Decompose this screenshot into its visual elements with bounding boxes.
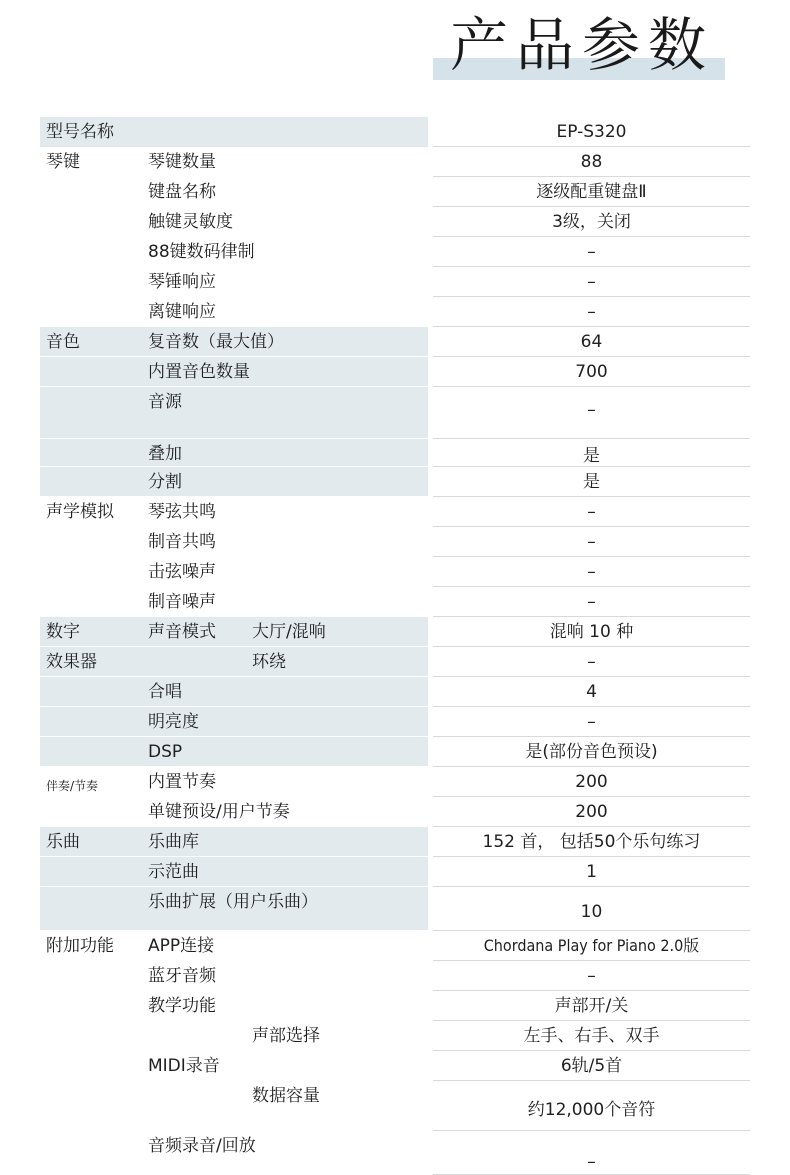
parameter-label: 教学功能	[148, 996, 216, 1016]
parameter-label: MIDI录音	[148, 1056, 220, 1076]
spec-row	[40, 857, 750, 887]
spec-value: 逐级配重键盘Ⅱ	[536, 182, 647, 202]
spec-row	[40, 707, 750, 737]
spec-label-cell	[40, 117, 428, 147]
spec-row	[40, 647, 750, 677]
spec-value-cell	[433, 177, 750, 207]
spec-label-cell	[40, 707, 428, 737]
parameter-label: 88键数码律制	[148, 242, 255, 262]
subparameter-label: 数据容量	[252, 1086, 320, 1106]
spec-row	[40, 117, 750, 147]
spec-label-cell	[40, 587, 428, 617]
spec-value: –	[587, 562, 596, 582]
spec-row	[40, 1131, 750, 1175]
spec-row	[40, 327, 750, 357]
spec-value-cell	[433, 647, 750, 677]
spec-row	[40, 617, 750, 647]
spec-label-cell	[40, 737, 428, 767]
spec-value: –	[587, 532, 596, 552]
spec-label-cell	[40, 357, 428, 387]
spec-row	[40, 207, 750, 237]
spec-value-cell	[433, 1051, 750, 1081]
spec-value: 3级，关闭	[552, 212, 631, 232]
spec-value: 88	[580, 152, 603, 172]
spec-value: 4	[586, 682, 597, 702]
parameter-label: 制音噪声	[148, 592, 216, 612]
subparameter-label: 声部选择	[252, 1026, 320, 1046]
parameter-label: 琴键数量	[148, 152, 216, 172]
spec-label-cell	[40, 1021, 428, 1051]
spec-value: 是	[583, 446, 600, 466]
spec-label-cell	[40, 439, 428, 467]
spec-label-cell	[40, 887, 428, 931]
parameter-label: 音源	[148, 392, 182, 412]
category-label: 琴键	[46, 152, 80, 172]
spec-row	[40, 827, 750, 857]
spec-row	[40, 267, 750, 297]
page-title: 产品参数	[450, 11, 715, 79]
spec-value-cell	[433, 961, 750, 991]
spec-value-cell	[433, 1131, 750, 1175]
spec-value-cell	[433, 267, 750, 297]
spec-value: 是	[583, 472, 600, 492]
category-label: 效果器	[46, 652, 97, 672]
page-header	[0, 0, 790, 110]
spec-value-cell	[433, 527, 750, 557]
parameter-label: 合唱	[148, 682, 182, 702]
spec-value-cell	[433, 587, 750, 617]
category-label: 数字	[46, 622, 80, 642]
spec-value-cell	[433, 887, 750, 931]
subparameter-label: 大厅/混响	[252, 622, 326, 642]
spec-value-cell	[433, 237, 750, 267]
spec-value: –	[587, 966, 596, 986]
spec-value-cell	[433, 707, 750, 737]
spec-value-cell	[433, 297, 750, 327]
category-label: 声学模拟	[46, 502, 114, 522]
spec-value: 是(部份音色预设)	[525, 742, 658, 762]
spec-row	[40, 737, 750, 767]
spec-value-cell	[433, 931, 750, 961]
spec-value: 左手、右手、双手	[523, 1026, 660, 1046]
spec-label-cell	[40, 297, 428, 327]
spec-label-cell	[40, 267, 428, 297]
spec-row	[40, 467, 750, 497]
spec-value-cell	[433, 117, 750, 147]
spec-value: –	[587, 272, 596, 292]
spec-value-cell	[433, 677, 750, 707]
parameter-label: 分割	[148, 472, 182, 492]
spec-row	[40, 1081, 750, 1131]
spec-value-cell	[433, 827, 750, 857]
spec-row	[40, 767, 750, 797]
spec-row	[40, 497, 750, 527]
spec-value-cell	[433, 617, 750, 647]
spec-value-cell	[433, 387, 750, 439]
spec-value: –	[587, 502, 596, 522]
spec-value-cell	[433, 767, 750, 797]
spec-row	[40, 887, 750, 931]
spec-value-cell	[433, 857, 750, 887]
spec-label-cell	[40, 617, 428, 647]
category-label: 伴奏/节奏	[46, 779, 99, 793]
spec-label-cell	[40, 1081, 428, 1131]
spec-row	[40, 237, 750, 267]
spec-label-cell	[40, 207, 428, 237]
spec-row	[40, 357, 750, 387]
parameter-label: 键盘名称	[148, 182, 216, 202]
parameter-label: 内置音色数量	[148, 362, 250, 382]
spec-label-cell	[40, 177, 428, 207]
spec-value: 64	[580, 332, 603, 352]
parameter-label: 琴弦共鸣	[148, 502, 216, 522]
spec-value: –	[587, 400, 596, 420]
spec-row	[40, 297, 750, 327]
spec-label-cell	[40, 147, 428, 177]
parameter-label: 示范曲	[148, 862, 199, 882]
spec-label-cell	[40, 387, 428, 439]
spec-value: 1	[586, 862, 597, 882]
parameter-label: 叠加	[148, 444, 182, 464]
spec-row	[40, 439, 750, 467]
subparameter-label: 环绕	[252, 652, 286, 672]
parameter-label: 蓝牙音频	[148, 966, 216, 986]
spec-label-cell	[40, 797, 428, 827]
spec-value-cell	[433, 797, 750, 827]
spec-row	[40, 991, 750, 1021]
spec-row	[40, 797, 750, 827]
spec-value: –	[587, 242, 596, 262]
spec-label-cell	[40, 677, 428, 707]
spec-value-cell	[433, 737, 750, 767]
spec-row	[40, 961, 750, 991]
category-label: 附加功能	[46, 936, 114, 956]
spec-label-cell	[40, 767, 428, 797]
spec-value: 152 首， 包括50个乐句练习	[482, 832, 701, 852]
spec-row	[40, 557, 750, 587]
spec-label-cell	[40, 857, 428, 887]
spec-row	[40, 1051, 750, 1081]
parameter-label: 制音共鸣	[148, 532, 216, 552]
parameter-label: 离键响应	[148, 302, 216, 322]
spec-label-cell	[40, 1051, 428, 1081]
spec-value: 10	[580, 902, 603, 922]
spec-row	[40, 387, 750, 439]
spec-value-cell	[433, 557, 750, 587]
spec-label-cell	[40, 647, 428, 677]
spec-value-cell	[433, 327, 750, 357]
spec-value-cell	[433, 991, 750, 1021]
spec-value: EP-S320	[556, 122, 627, 142]
spec-value-cell	[433, 439, 750, 467]
parameter-label: 乐曲扩展（用户乐曲）	[148, 892, 318, 912]
spec-value: 约12,000个音符	[527, 1100, 656, 1120]
spec-value-cell	[433, 1021, 750, 1051]
spec-label-cell	[40, 827, 428, 857]
spec-value-cell	[433, 1081, 750, 1131]
parameter-label: 琴锤响应	[148, 272, 216, 292]
parameter-label: 击弦噪声	[148, 562, 216, 582]
spec-label-cell	[40, 931, 428, 961]
spec-value: –	[587, 712, 596, 732]
spec-label-cell	[40, 557, 428, 587]
spec-label-cell	[40, 961, 428, 991]
spec-row	[40, 177, 750, 207]
spec-value: 200	[575, 802, 608, 822]
parameter-label: DSP	[148, 742, 183, 762]
spec-label-cell	[40, 991, 428, 1021]
spec-value: 声部开/关	[554, 996, 629, 1016]
spec-row	[40, 1021, 750, 1051]
spec-row	[40, 677, 750, 707]
spec-value: –	[587, 592, 596, 612]
spec-label-cell	[40, 527, 428, 557]
category-label: 音色	[46, 332, 80, 352]
spec-row	[40, 527, 750, 557]
spec-row	[40, 931, 750, 961]
spec-value-cell	[433, 497, 750, 527]
spec-value-cell	[433, 357, 750, 387]
spec-value: 700	[575, 362, 608, 382]
spec-row	[40, 147, 750, 177]
spec-label-cell	[40, 497, 428, 527]
spec-label-cell	[40, 237, 428, 267]
parameter-label: 乐曲库	[148, 832, 199, 852]
spec-value: –	[587, 302, 596, 322]
parameter-label: APP连接	[148, 936, 215, 956]
spec-value: –	[587, 1152, 596, 1172]
spec-value-cell	[433, 207, 750, 237]
spec-value-cell	[433, 467, 750, 497]
spec-row	[40, 587, 750, 617]
spec-value: –	[587, 652, 596, 672]
parameter-label: 明亮度	[148, 712, 199, 732]
parameter-label: 内置节奏	[148, 772, 216, 792]
spec-value: 200	[575, 772, 608, 792]
spec-value: 6轨/5首	[560, 1056, 623, 1076]
parameter-label: 音频录音/回放	[148, 1136, 256, 1156]
parameter-label: 复音数（最大值）	[148, 332, 284, 352]
spec-label-cell	[40, 327, 428, 357]
category-label: 型号名称	[46, 122, 114, 142]
parameter-label: 单键预设/用户节奏	[148, 802, 290, 822]
category-label: 乐曲	[46, 832, 80, 852]
spec-value: Chordana Play for Piano 2.0版	[483, 936, 700, 955]
spec-label-cell	[40, 1131, 428, 1175]
parameter-label: 触键灵敏度	[148, 212, 233, 232]
parameter-label: 声音模式	[148, 622, 216, 642]
spec-value: 混响 10 种	[549, 622, 634, 642]
spec-value-cell	[433, 147, 750, 177]
spec-label-cell	[40, 467, 428, 497]
